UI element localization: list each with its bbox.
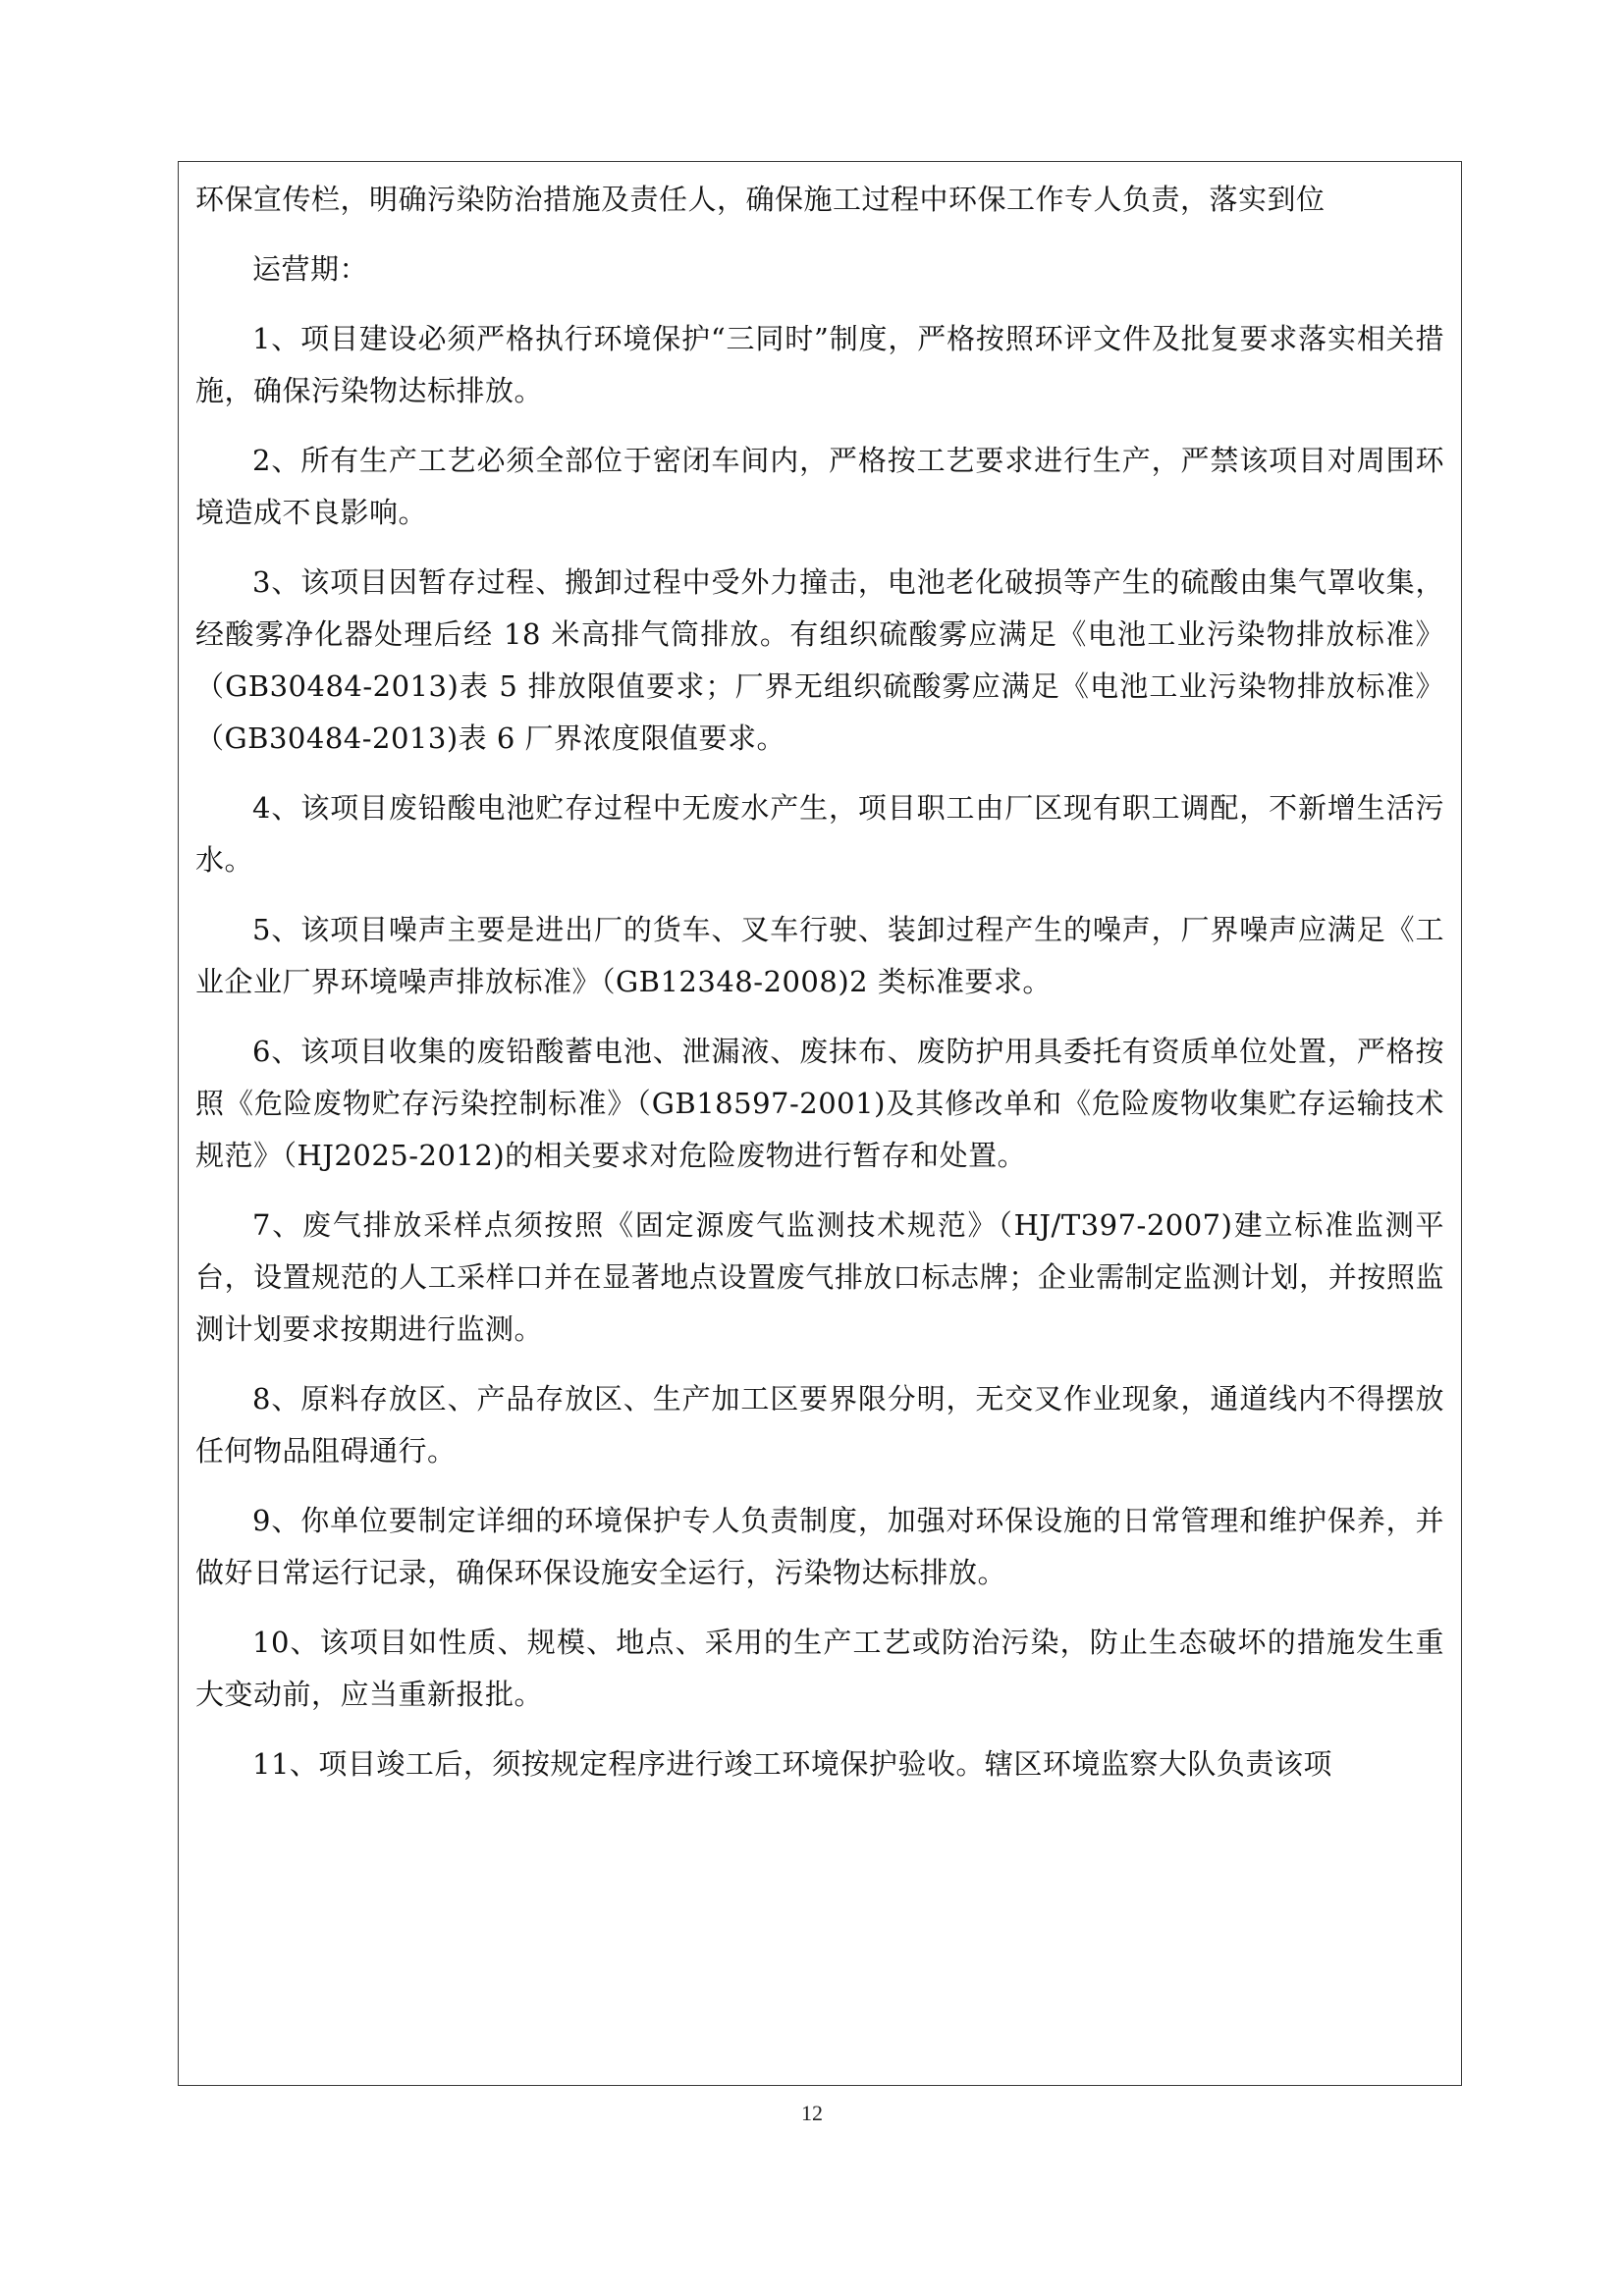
paragraph-item-9: 9、你单位要制定详细的环境保护专人负责制度，加强对环保设施的日常管理和维护保养，并做好日常运行记录，确保环保设施安全运行，污染物达标排放。 [195, 1504, 1444, 1589]
paragraph-continuation: 环保宣传栏，明确污染防治措施及责任人，确保施工过程中环保工作专人负责，落实到位 [195, 183, 1326, 216]
document-body [195, 174, 1444, 1808]
paragraph-operation-heading: 运营期： [252, 252, 369, 286]
paragraph-item-6: 6、该项目收集的废铅酸蓄电池、泄漏液、废抹布、废防护用具委托有资质单位处置，严格按照《危险废物贮存污染控制标准》（GB18597-2001)及其修改单和《危险废物收集贮存运输技术规范》（HJ2025-2012)的相关要求对危险废物进行暂存和处置。 [195, 1035, 1444, 1172]
paragraph-item-1: 1、项目建设必须严格执行环境保护“三同时”制度，严格按照环评文件及批复要求落实相关措施，确保污染物达标排放。 [195, 322, 1444, 407]
paragraph-item-7: 7、废气排放采样点须按照《固定源废气监测技术规范》（HJ/T397-2007)建立标准监测平台，设置规范的人工采样口并在显著地点设置废气排放口标志牌；企业需制定监测计划，并按照监测计划要求按期进行监测。 [195, 1208, 1444, 1346]
paragraph-item-5: 5、该项目噪声主要是进出厂的货车、叉车行驶、装卸过程产生的噪声，厂界噪声应满足《工业企业厂界环境噪声排放标准》（GB12348-2008)2 类标准要求。 [195, 913, 1444, 998]
paragraph-item-4: 4、该项目废铅酸电池贮存过程中无废水产生，项目职工由厂区现有职工调配，不新增生活污水。 [195, 791, 1444, 877]
paragraph-item-11: 11、项目竣工后，须按规定程序进行竣工环境保护验收。辖区环境监察大队负责该项 [252, 1747, 1332, 1781]
paragraph-item-8: 8、原料存放区、产品存放区、生产加工区要界限分明，无交叉作业现象，通道线内不得摆放任何物品阻碍通行。 [195, 1382, 1444, 1468]
paragraph-item-2: 2、所有生产工艺必须全部位于密闭车间内，严格按工艺要求进行生产，严禁该项目对周围环境造成不良影响。 [195, 444, 1444, 529]
page-number: 12 [801, 2101, 823, 2125]
document-frame [178, 161, 1462, 2086]
paragraph-item-10: 10、该项目如性质、规模、地点、采用的生产工艺或防治污染，防止生态破坏的措施发生重大变动前，应当重新报批。 [195, 1626, 1444, 1711]
paragraph-item-3: 3、该项目因暂存过程、搬卸过程中受外力撞击，电池老化破损等产生的硫酸由集气罩收集，经酸雾净化器处理后经 18 米高排气筒排放。有组织硫酸雾应满足《电池工业污染物排放标准》（GB30484-2013)表 5 排放限值要求；厂界无组织硫酸雾应满足《电池工业污染物排放标准》（GB30484-2013)表 6 厂界浓度限值要求。 [195, 565, 1444, 755]
